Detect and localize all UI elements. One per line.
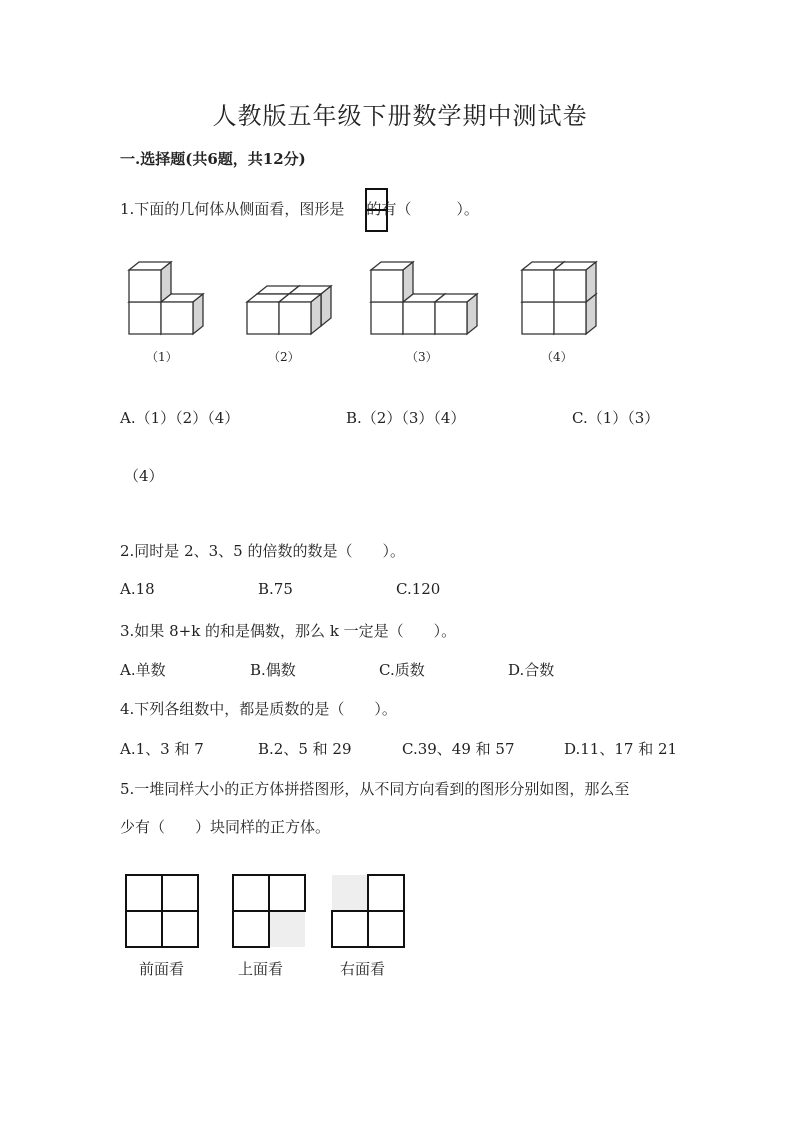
page-title: 人教版五年级下册数学期中测试卷 [212,102,588,130]
question-3: 3.如果 8+k 的和是偶数，那么 k 一定是（ ）。 [120,622,457,640]
figure-4-cube-front [522,270,554,302]
q3-option-c[interactable]: C.质数 [379,661,425,679]
q2-option-a[interactable]: A.18 [120,580,155,598]
top-view-label: 上面看 [238,960,284,978]
figure-3-cube-side [467,294,477,334]
front-view-label: 前面看 [139,960,185,978]
figure-label-3: （3） [406,350,438,364]
figure-2-cube-side [321,286,331,326]
figure-2-cube-side [311,294,321,334]
q1-option-c-wrap: （4） [124,467,164,485]
figure-4-cube-front [522,302,554,334]
top-view-grid [232,874,308,950]
figure-1-cube-side [193,294,203,334]
figure-4-cube-front [554,302,586,334]
question-1-text-after: 的有（ ）。 [366,200,479,218]
right-view-label: 右面看 [340,960,386,978]
question-1-text-before: 1.下面的几何体从侧面看，图形是 [120,200,345,218]
question-4: 4.下列各组数中，都是质数的是（ ）。 [120,700,397,718]
figure-label-2: （2） [268,350,300,364]
q1-figures [0,0,800,400]
figure-3-cube-front [371,270,403,302]
q4-option-b[interactable]: B.2、5 和 29 [258,740,352,758]
figure-2-cube-front [279,302,311,334]
figure-1-cube-front [129,302,161,334]
figure-3-cube-side [403,262,413,302]
figure-3-cube-front [435,302,467,334]
q3-option-b[interactable]: B.偶数 [250,661,296,679]
q1-option-c[interactable]: C.（1）（3） [572,409,660,427]
question-5-line-2: 少有（ ）块同样的正方体。 [120,818,331,836]
section-heading: 一.选择题(共6题，共12分) [120,150,306,168]
q1-option-a[interactable]: A.（1）（2）（4） [120,409,240,427]
question-5-line-1: 5.一堆同样大小的正方体拼搭图形，从不同方向看到的图形分别如图，那么至 [120,780,630,798]
figure-label-4: （4） [541,350,573,364]
question-2: 2.同时是 2、3、5 的倍数的数是（ ）。 [120,542,405,560]
figure-2-cube-front [247,302,279,334]
q4-option-d[interactable]: D.11、17 和 21 [564,740,678,758]
right-view-grid [331,874,407,950]
q2-option-b[interactable]: B.75 [258,580,293,598]
figure-3-cube-front [371,302,403,334]
q4-option-a[interactable]: A.1、3 和 7 [120,740,204,758]
figure-label-1: （1） [146,350,178,364]
figure-1-cube-front [129,270,161,302]
q2-option-c[interactable]: C.120 [396,580,441,598]
q3-option-a[interactable]: A.单数 [120,661,166,679]
figure-1-cube-front [161,302,193,334]
q4-option-c[interactable]: C.39、49 和 57 [402,740,515,758]
q1-option-b[interactable]: B.（2）（3）（4） [346,409,466,427]
figure-4-cube-side [586,262,596,302]
figure-1-cube-side [161,262,171,302]
figure-3-cube-front [403,302,435,334]
q3-option-d[interactable]: D.合数 [508,661,555,679]
front-view-grid [125,874,201,950]
figure-4-cube-front [554,270,586,302]
